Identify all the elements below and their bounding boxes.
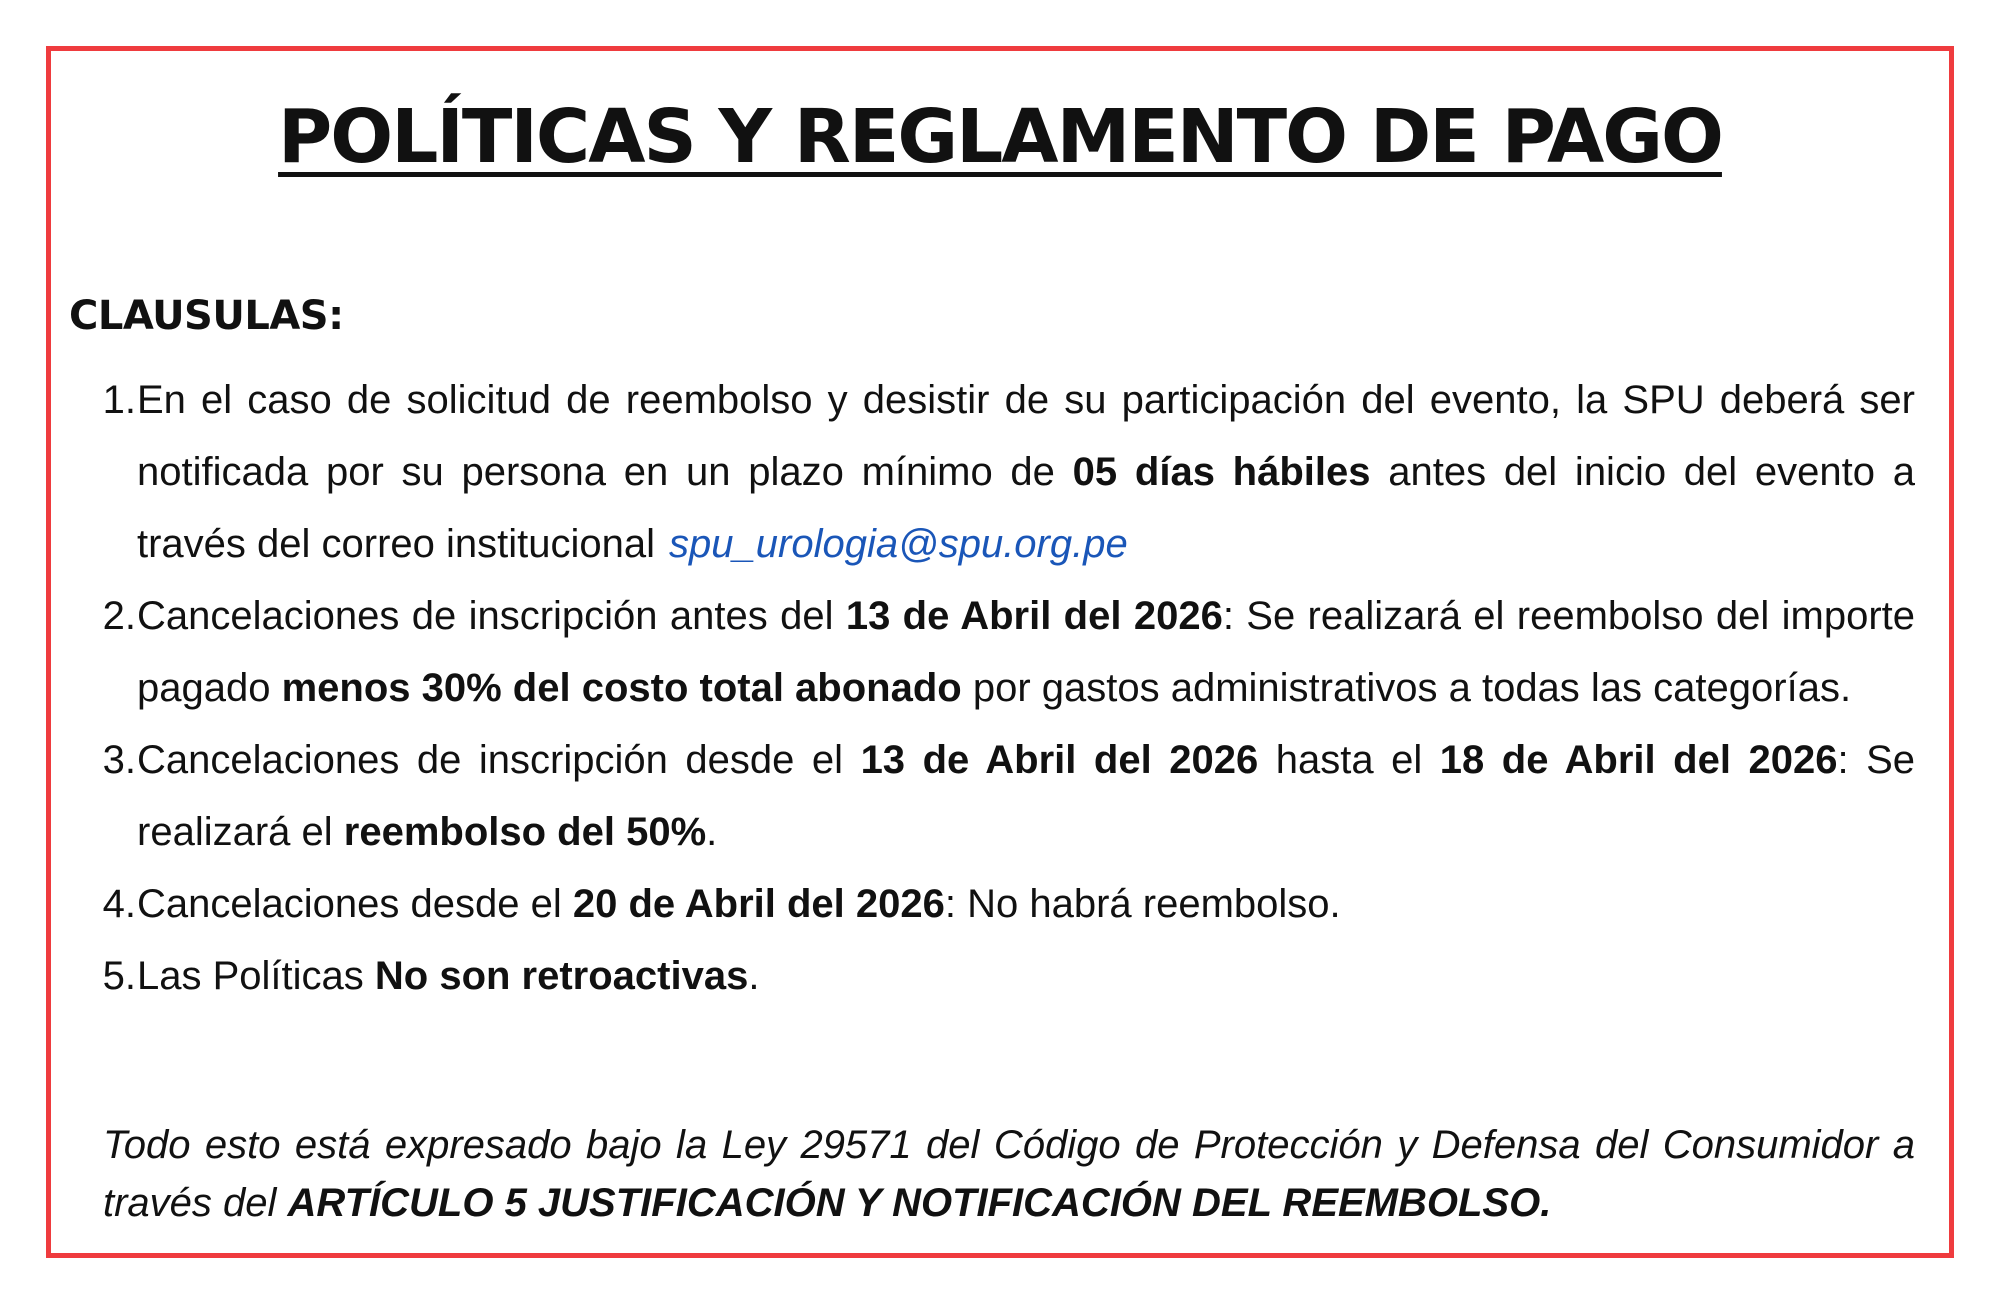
clause-number: 3. [102, 738, 136, 782]
clause-highlight: 05 días hábiles [1072, 450, 1371, 494]
clause-text: hasta el [1258, 738, 1440, 782]
clause-item-5 [90, 940, 1915, 1012]
clauses-heading: CLAUSULAS: [69, 293, 344, 339]
email-link[interactable]: spu_urologia@spu.org.pe [669, 522, 1128, 566]
clause-highlight: No son retroactivas [374, 954, 749, 998]
clause-highlight: 18 de Abril del 2026 [1439, 738, 1838, 782]
clause-item-2 [90, 580, 1915, 724]
clause-highlight: menos 30% del costo total abonado [281, 666, 962, 710]
clause-text: Cancelaciones de inscripción desde el [137, 738, 861, 782]
clause-number: 4. [102, 882, 136, 926]
clause-highlight: 20 de Abril del 2026 [572, 882, 945, 926]
clause-text: por gastos administrativos a todas las categorías. [961, 666, 1852, 710]
clause-text: Cancelaciones desde el [137, 882, 573, 926]
clause-text: : Se realizará el [137, 738, 1916, 854]
clause-highlight: 13 de Abril del 2026 [845, 594, 1223, 638]
clause-text: : No habrá reembolso. [944, 882, 1341, 926]
clause-highlight: reembolso del 50% [343, 810, 707, 854]
legal-footer-note [103, 1116, 1915, 1232]
footer-text: Todo esto está expresado bajo la Ley 29571 del Código de Protección y Defensa del Consumidor a través del [103, 1123, 1915, 1225]
clause-text: . [748, 954, 760, 998]
clause-item-3 [90, 724, 1915, 868]
clause-number: 5. [102, 954, 136, 998]
clause-text: Las Políticas [137, 954, 375, 998]
clauses-list [90, 364, 1915, 1012]
clause-highlight: 13 de Abril del 2026 [860, 738, 1259, 782]
clause-text: antes del inicio del evento a través del correo institucional [137, 450, 1915, 566]
footer-article: ARTÍCULO 5 JUSTIFICACIÓN Y NOTIFICACIÓN DEL REEMBOLSO. [287, 1181, 1552, 1225]
clause-text: En el caso de solicitud de reembolso y desistir de su participación del evento, la SPU deberá ser notificada por su persona en un plazo mínimo de [137, 378, 1915, 494]
clause-text: Cancelaciones de inscripción antes del [137, 594, 846, 638]
clause-item-4 [90, 868, 1915, 940]
clause-number: 2. [102, 594, 136, 638]
clause-item-1 [90, 364, 1915, 580]
document-title: POLÍTICAS Y REGLAMENTO DE PAGO [278, 94, 1722, 180]
clause-text: . [706, 810, 718, 854]
clause-number: 1. [102, 378, 136, 422]
clause-text: : Se realizará el reembolso del importe pagado [137, 594, 1916, 710]
